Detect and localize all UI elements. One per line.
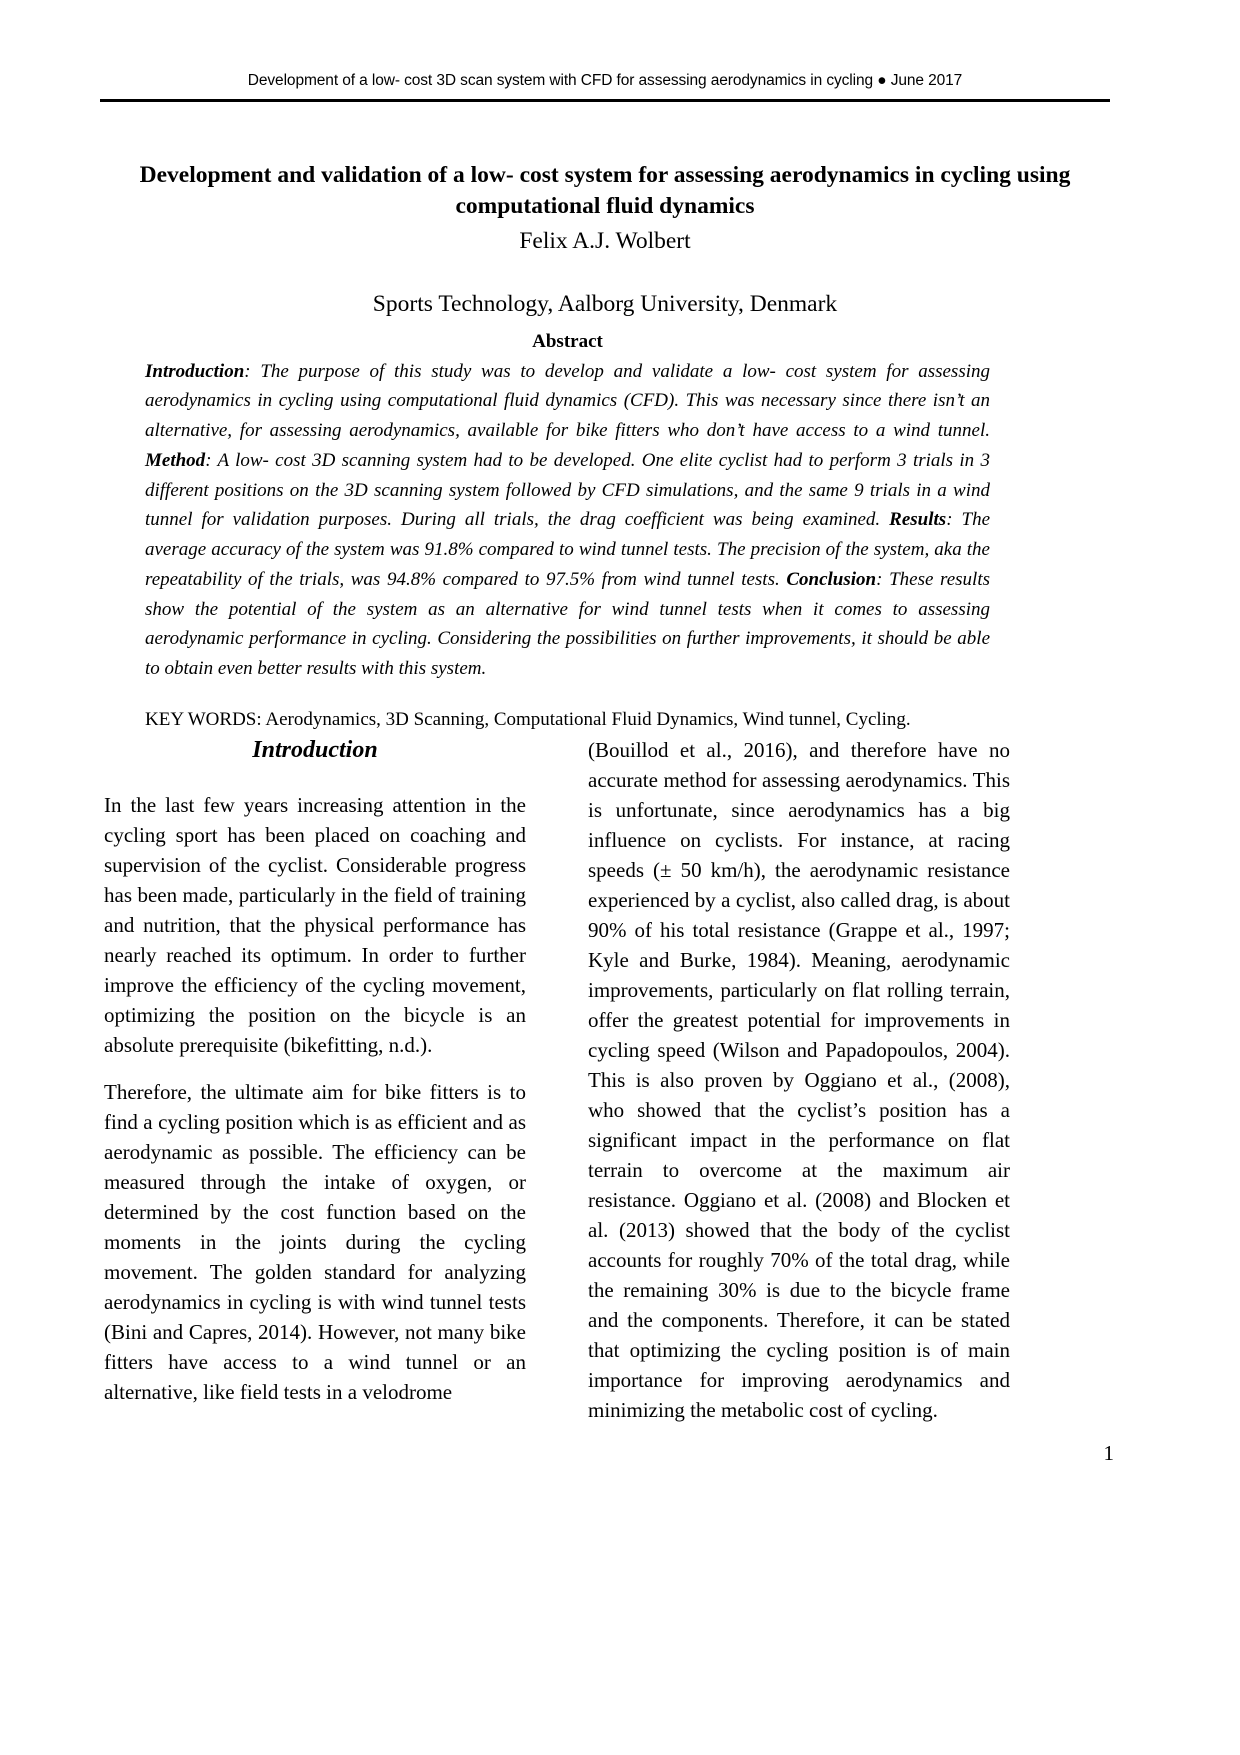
running-head-text: Development of a low- cost 3D scan system with CFD for assessing aerodynamics in cycling ● June 2017 xyxy=(247,72,963,89)
column-left xyxy=(104,735,526,1408)
keywords-line: KEY WORDS: Aerodynamics, 3D Scanning, Computational Fluid Dynamics, Wind tunnel, Cycling. xyxy=(145,708,911,730)
paragraph: Therefore, the ultimate aim for bike fitters is to find a cycling position which is as efficient and as aerodynamic as possible. The efficiency can be measured through the intake of oxygen, or determined by the cost function based on the moments in the joints during the cycling movement. The golden standard for analyzing aerodynamics in cycling is with wind tunnel tests (Bini and Capres, 2014). However, not many bike fitters have access to a wind tunnel or an alternative, like field tests in a velodrome xyxy=(104,1080,526,1405)
abstract-text-conclusion: : These results show the potential of the system as an alternative for wind tunnel tests when it comes to assessing aerodynamic performance in cycling. Considering the possibilities on further improvements, it should be able to obtain even better results with this system. xyxy=(145,568,991,680)
body-columns xyxy=(104,735,1116,1423)
running-head xyxy=(100,72,1110,91)
column-right xyxy=(588,735,1010,1425)
abstract-label-results: Results xyxy=(889,509,947,531)
page-title: Development and validation of a low- cost system for assessing aerodynamics in cycling using computational fluid dynamics xyxy=(139,162,1071,220)
abstract-label-conclusion: Conclusion xyxy=(786,568,877,590)
abstract-text-method: : A low- cost 3D scanning system had to be developed. One elite cyclist had to perform 3 trials in 3 different positions on the 3D scanning system followed by CFD simulations, and the same 9 trials in a wind tunnel for validation purposes. During all trials, the drag coefficient was being examined. xyxy=(145,449,990,531)
abstract-body xyxy=(145,357,990,684)
abstract-heading: Abstract xyxy=(532,331,603,352)
page-number: 1 xyxy=(1103,1441,1114,1465)
abstract-section xyxy=(145,330,990,734)
title-block xyxy=(100,160,1110,321)
abstract-label-introduction: Introduction xyxy=(145,360,245,382)
author-affiliation: Sports Technology, Aalborg University, Denmark xyxy=(372,291,838,318)
author-name: Felix A.J. Wolbert xyxy=(519,227,691,254)
abstract-text-introduction: : The purpose of this study was to develop and validate a low- cost system for assessing aerodynamics in cycling using computational fluid dynamics (CFD). This was necessary since there isn’t an alternative, for assessing aerodynamics, available for bike fitters who don’t have access to a wind tunnel. xyxy=(145,360,990,442)
paragraph: (Bouillod et al., 2016), and therefore have no accurate method for assessing aerodynamics. This is unfortunate, since aerodynamics has a big influence on cyclists. For instance, at racing speeds (± 50 km/h), the aerodynamic resistance experienced by a cyclist, also called drag, is about 90% of his total resistance (Grappe et al., 1997; Kyle and Burke, 1984). Meaning, aerodynamic improvements, particularly on flat rolling terrain, offer the greatest potential for improvements in cycling speed (Wilson and Papadopoulos, 2004). This is also proven by Oggiano et al., (2008), who showed that the cyclist’s position has a significant impact in the performance on flat terrain to overcome at the maximum air resistance. Oggiano et al. (2008) and Blocken et al. (2013) showed that the body of the cyclist accounts for roughly 70% of the total drag, while the remaining 30% is due to the bicycle frame and the components. Therefore, it can be stated that optimizing the cycling position is of main importance for improving aerodynamics and minimizing the metabolic cost of cycling. xyxy=(588,738,1010,1423)
header-divider-rule xyxy=(100,99,1110,102)
abstract-label-method: Method xyxy=(145,449,206,471)
paragraph: In the last few years increasing attention in the cycling sport has been placed on coaching and supervision of the cyclist. Considerable progress has been made, particularly in the field of training and nutrition, that the physical performance has nearly reached its optimum. In order to further improve the efficiency of the cycling movement, optimizing the position on the bicycle is an absolute prerequisite (bikefitting, n.d.). xyxy=(104,793,526,1058)
abstract-text-results: : The average accuracy of the system was 91.8% compared to wind tunnel tests. The precision of the system, aka the repeatability of the trials, was 94.8% compared to 97.5% from wind tunnel tests. xyxy=(145,509,991,590)
section-heading-introduction: Introduction xyxy=(252,737,378,763)
